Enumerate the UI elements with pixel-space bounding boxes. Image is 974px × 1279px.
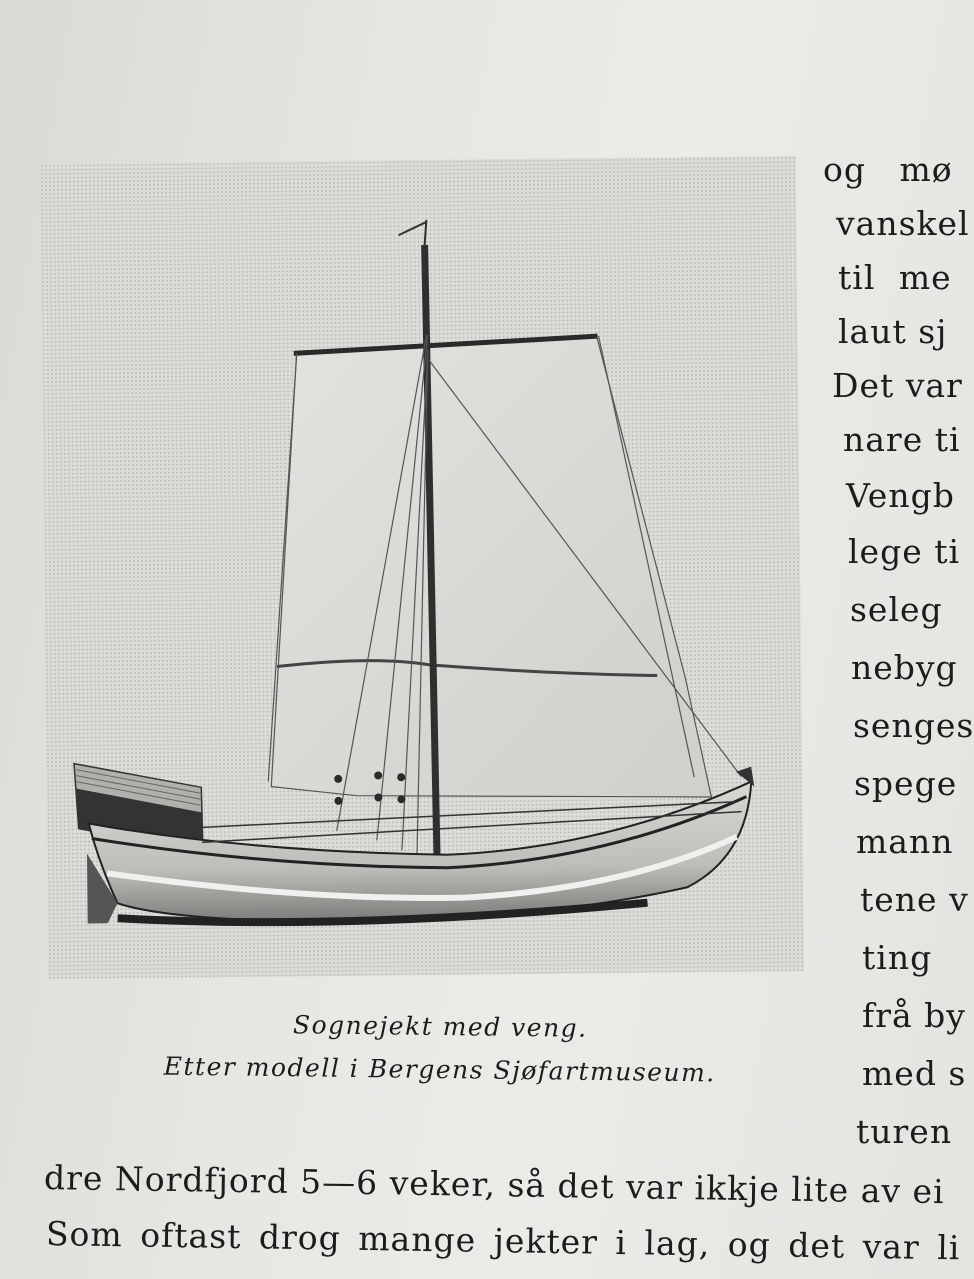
body-text-line-1: dre Nordfjord 5—6 veker, så det var ikkje lite av ei [43,1158,945,1212]
side-line: spege [854,764,958,803]
side-line: nare ti [843,420,961,459]
side-line: og mø [823,150,953,189]
side-line: til me [838,258,952,297]
caption-line-2: Etter modell i Bergens Sjøfartmuseum. [163,1051,716,1088]
caption-line-1: Sognejekt med veng. [292,1010,588,1043]
side-line: med s [862,1054,967,1093]
side-line: Det var [832,366,963,405]
ship-illustration [40,156,804,979]
side-line: tene v [860,880,969,919]
side-line: laut sj [838,312,948,351]
side-line: Vengb [846,476,955,515]
side-line: ting [862,938,933,977]
side-line: vanskel [836,204,970,243]
side-line: frå by [862,996,966,1035]
side-line: senges [853,706,974,745]
side-line: seleg [850,590,943,629]
side-line: turen [856,1112,953,1151]
side-line: mann [856,822,954,861]
figure-caption [100,1001,781,1095]
side-line: nebyg [851,648,958,687]
side-line: lege ti [848,532,961,571]
body-text-line-2: Som oftast drog mange jekter i lag, og det var li [45,1214,961,1268]
